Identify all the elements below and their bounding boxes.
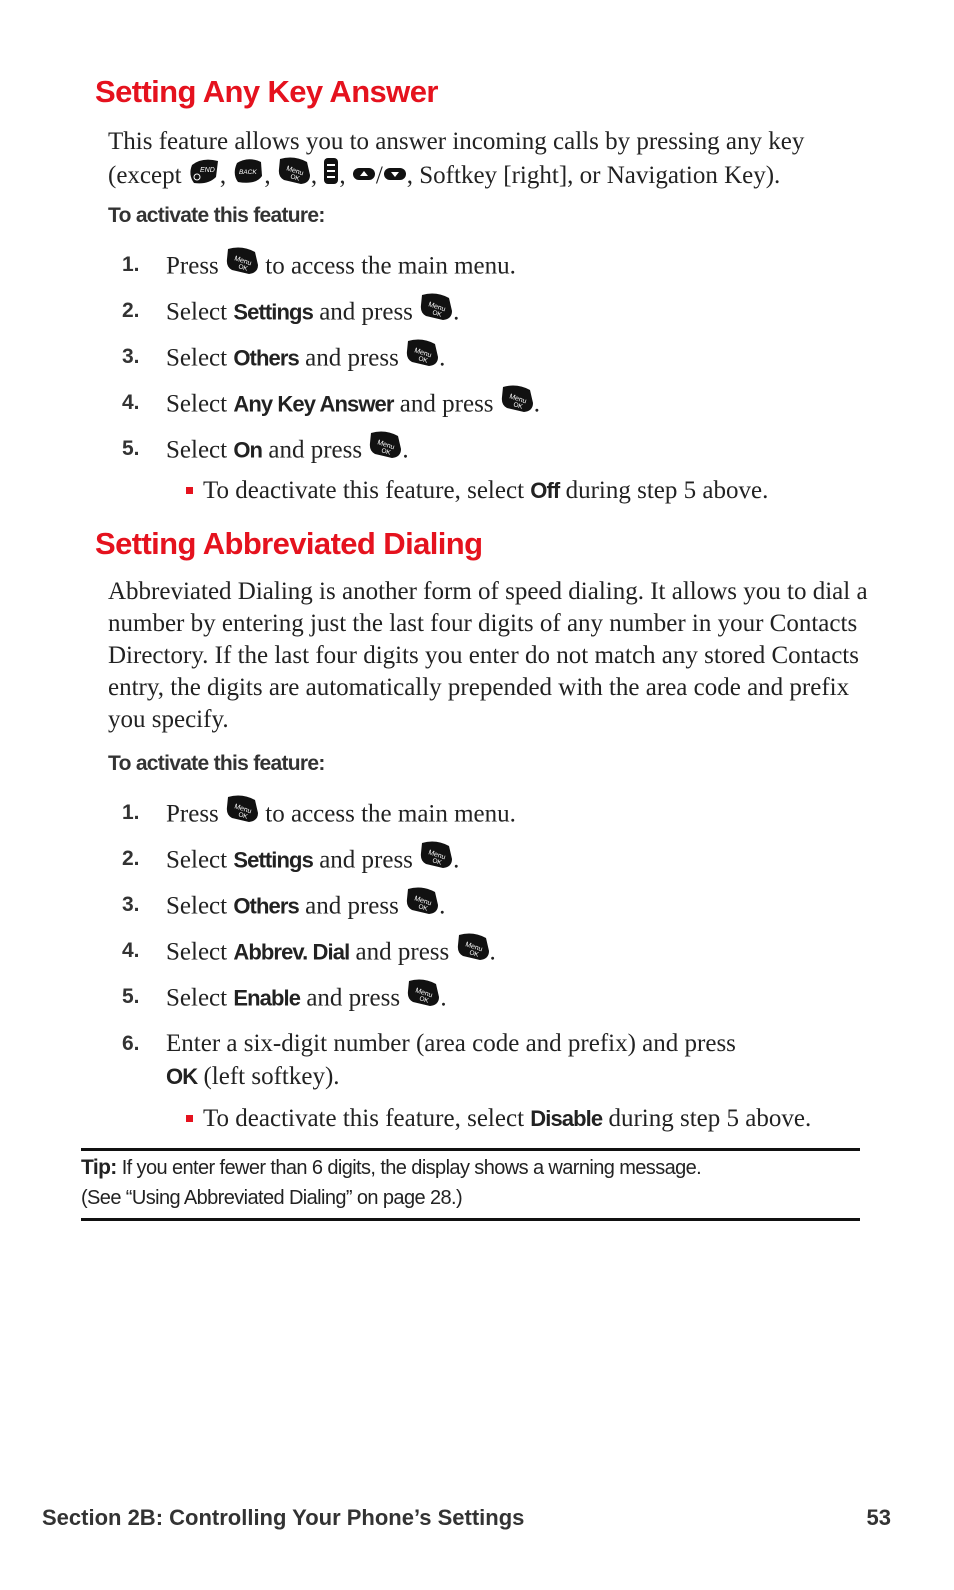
menu-ok-key-icon xyxy=(405,886,439,926)
step-1-1 xyxy=(122,248,882,282)
step-1-5: 5. Select On and press . xyxy=(122,432,882,466)
menu-ok-key-icon xyxy=(277,156,311,195)
step-text: (left softkey). xyxy=(203,1063,340,1090)
step-2-2: 2. Select Settings and press . xyxy=(122,842,882,876)
menu-command: Enable xyxy=(233,985,301,1011)
activate-label-2: To activate this feature: xyxy=(108,752,325,775)
bullet-text: To deactivate this feature, select xyxy=(203,477,525,504)
menu-command: Settings xyxy=(233,299,313,325)
volume-down-key-icon xyxy=(383,160,407,192)
step-text: and press xyxy=(268,436,363,464)
step-number: 5. xyxy=(122,437,140,460)
step-number: 3. xyxy=(122,345,140,368)
tip-rule-top xyxy=(81,1148,860,1151)
side-key-icon xyxy=(323,157,339,194)
step-text: Select xyxy=(166,436,228,464)
step-2-5: 5. Select Enable and press . xyxy=(122,980,882,1014)
step-number: 1. xyxy=(122,253,140,276)
menu-ok-key-icon xyxy=(225,246,259,286)
footer-section-title: Section 2B: Controlling Your Phone’s Settings xyxy=(42,1505,525,1530)
svg-text:BACK: BACK xyxy=(239,169,258,176)
step-number: 5. xyxy=(122,985,140,1008)
step-number: 1. xyxy=(122,801,140,824)
step-number: 2. xyxy=(122,847,140,870)
svg-text:END: END xyxy=(199,167,215,174)
step-number: 4. xyxy=(122,939,140,962)
step-text: Press xyxy=(166,800,219,828)
activate-label-1: To activate this feature: xyxy=(108,204,325,227)
step-text: to access the main menu. xyxy=(265,800,516,828)
step-2-6 xyxy=(122,1027,882,1095)
step-2-1 xyxy=(122,796,882,830)
end-key-icon xyxy=(188,157,220,194)
tip-line-2: (See “Using Abbreviated Dialing” on page 28.) xyxy=(81,1187,463,1209)
intro-line-1: This feature allows you to answer incoming calls by pressing any key xyxy=(108,128,805,155)
step-text: Select xyxy=(166,298,228,326)
step-text: Select xyxy=(166,984,228,1012)
menu-ok-key-icon xyxy=(225,794,259,834)
intro-suffix: , Softkey [right], or Navigation Key). xyxy=(406,162,781,190)
step-1-2: 2. Select Settings and press . xyxy=(122,294,882,328)
bullet-note-1 xyxy=(186,474,886,508)
step-text: and press xyxy=(306,984,401,1012)
menu-command: OK xyxy=(166,1064,198,1089)
bullet-text: during step 5 above. xyxy=(565,477,769,504)
step-text: Select xyxy=(166,938,228,966)
step-text: and press xyxy=(305,344,399,372)
step-text: and press xyxy=(305,892,399,920)
section-heading-any-key-answer: Setting Any Key Answer xyxy=(95,74,438,109)
menu-command: Off xyxy=(530,478,560,503)
bullet-square-icon xyxy=(186,1115,193,1122)
menu-command: Others xyxy=(233,893,299,919)
step-number: 3. xyxy=(122,893,140,916)
bullet-text: To deactivate this feature, select xyxy=(203,1105,525,1132)
step-text: to access the main menu. xyxy=(265,252,516,280)
step-1-3: 3. Select Others and press . xyxy=(122,340,882,374)
menu-ok-key-icon xyxy=(500,384,534,424)
tip-rule-bottom xyxy=(81,1218,860,1221)
step-1-4: 4. Select Any Key Answer and press . xyxy=(122,386,882,420)
menu-command: Settings xyxy=(233,847,313,873)
step-2-3: 3. Select Others and press . xyxy=(122,888,882,922)
menu-ok-key-icon xyxy=(456,932,490,972)
step-number: 2. xyxy=(122,299,140,322)
page-number: 53 xyxy=(866,1505,891,1530)
step-text: Select xyxy=(166,344,228,372)
menu-ok-key-icon xyxy=(368,430,402,470)
step-text: Select xyxy=(166,390,228,418)
menu-command: Others xyxy=(233,345,299,371)
volume-up-key-icon xyxy=(352,160,376,192)
menu-command: Disable xyxy=(530,1106,603,1131)
step-text: and press xyxy=(399,390,494,418)
bullet-note-2 xyxy=(186,1102,886,1136)
step-text: Press xyxy=(166,252,219,280)
menu-ok-key-icon xyxy=(406,978,440,1018)
tip-box xyxy=(81,1153,851,1213)
step-number: 4. xyxy=(122,391,140,414)
menu-ok-key-icon xyxy=(405,338,439,378)
menu-command: Any Key Answer xyxy=(233,391,394,417)
section2-intro: Abbreviated Dialing is another form of speed dialing. It allows you to dial a number by entering just the last four digits of any number in your Contacts Directory. If the last four digits you enter do not match any stored Contacts entry, the digits are automatically prepended with the area code and prefix you specify. xyxy=(108,578,868,733)
menu-ok-key-icon xyxy=(419,292,453,332)
section1-intro: This feature allows you to answer incoming calls by pressing any key (except END , BACK , , , / , Softkey [right], or Navigation Key). xyxy=(108,126,868,197)
menu-ok-key-icon xyxy=(419,840,453,880)
bullet-text: during step 5 above. xyxy=(608,1105,812,1132)
tip-line-1: If you enter fewer than 6 digits, the display shows a warning message. xyxy=(121,1157,702,1179)
step-number: 6. xyxy=(122,1032,140,1055)
step-text: and press xyxy=(355,938,450,966)
menu-command: Abbrev. Dial xyxy=(233,939,350,965)
step-text: and press xyxy=(319,298,413,326)
step-text: Enter a six-digit number (area code and prefix) and press xyxy=(166,1030,736,1057)
step-text: Select xyxy=(166,892,228,920)
step-text: and press xyxy=(319,846,413,874)
bullet-square-icon xyxy=(186,487,193,494)
step-text: Select xyxy=(166,846,228,874)
step-2-4: 4. Select Abbrev. Dial and press . xyxy=(122,934,882,968)
menu-command: On xyxy=(233,437,263,463)
back-key-icon xyxy=(232,157,264,194)
intro-prefix: (except xyxy=(108,162,182,190)
tip-label: Tip: xyxy=(81,1156,117,1179)
section-heading-abbreviated-dialing: Setting Abbreviated Dialing xyxy=(95,526,483,561)
